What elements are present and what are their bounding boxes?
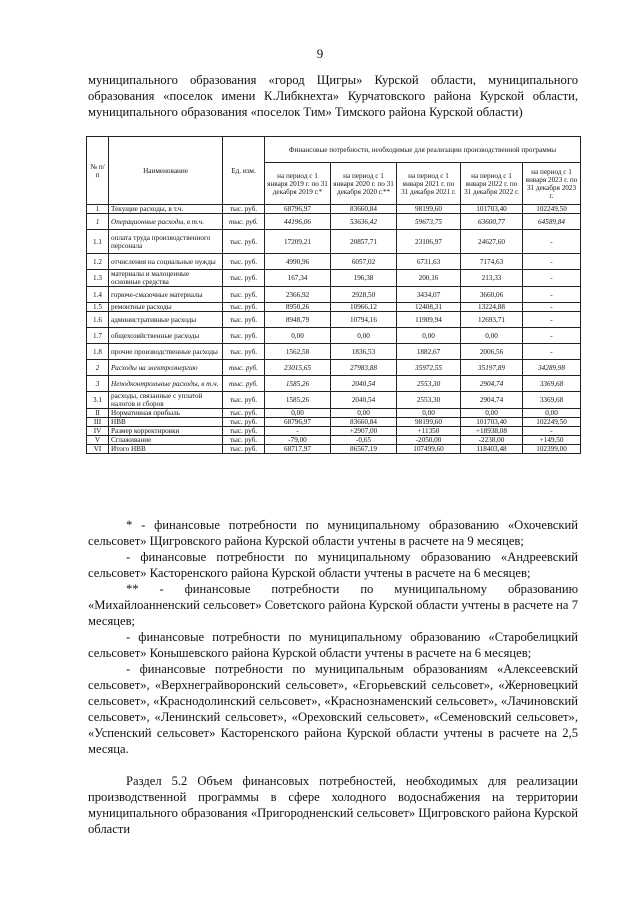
row-num: 1 — [87, 205, 109, 214]
table-row — [87, 445, 581, 454]
row-num: 1.1 — [87, 230, 109, 254]
row-name: административные расходы — [109, 312, 223, 328]
section-heading — [88, 773, 578, 837]
row-value: 0,00 — [397, 328, 461, 344]
row-num: 2 — [87, 360, 109, 376]
row-value: -2050,00 — [397, 436, 461, 445]
row-value: 0,00 — [265, 328, 331, 344]
row-num: 1.4 — [87, 287, 109, 303]
row-value: -0,65 — [331, 436, 397, 445]
row-value: 98199,60 — [397, 418, 461, 427]
row-unit: тыс. руб. — [223, 230, 265, 254]
header-period: на период с 1 января 2021 г. по 31 декабря 2021 г. — [397, 163, 461, 205]
row-value: 2553,30 — [397, 392, 461, 409]
row-value: 20857,71 — [331, 230, 397, 254]
row-unit: тыс. руб. — [223, 328, 265, 344]
row-value: 1836,53 — [331, 344, 397, 360]
intro-paragraph: муниципального образования «город Щигры» Курской области, муниципального образования «поселок имени К.Либкнехта» Курчатовского района Курской области, муниципального образования «поселок Тим» Тимского района Курской области) — [88, 73, 578, 119]
row-value: 7174,63 — [461, 254, 523, 270]
footnote: - финансовые потребности по муниципальным образованиям «Алексеевский сельсовет», «Верхнеграйворонский сельсовет», «Егорьевский сельсовет», «Жерновецкий сельсовет», «Краснодолинский сельсовет», «Краснознаменский сельсовет», «Лачиновский сельсовет», «Ленинский сельсовет», «Ореховский сельсовет», «Семеновский сельсовет», «Успенский сельсовет» Касторенского района Курской области учтены в расчете на 2,5 месяца. — [88, 662, 578, 756]
row-value: 0,00 — [523, 409, 581, 418]
row-name: Расходы на электроэнергию — [109, 360, 223, 376]
row-value: 86567,19 — [331, 445, 397, 454]
row-value: 6057,02 — [331, 254, 397, 270]
row-value: 17209,21 — [265, 230, 331, 254]
row-value: 23015,65 — [265, 360, 331, 376]
row-value: 2553,30 — [397, 376, 461, 392]
table-body — [87, 205, 581, 454]
row-value: 24627,60 — [461, 230, 523, 254]
row-value: 4990,96 — [265, 254, 331, 270]
row-unit: тыс. руб. — [223, 287, 265, 303]
row-value: 3434,07 — [397, 287, 461, 303]
row-name: Нормативная прибыль — [109, 409, 223, 418]
row-value: +18938,08 — [461, 427, 523, 436]
row-unit: тыс. руб. — [223, 214, 265, 230]
row-value: 0,00 — [397, 409, 461, 418]
row-name: горюче-смазочные материалы — [109, 287, 223, 303]
row-value: 0,00 — [331, 409, 397, 418]
row-name: расходы, связанные с уплатой налогов и сборов — [109, 392, 223, 409]
header-period: на период с 1 января 2023 г. по 31 декабря 2023 г. — [523, 163, 581, 205]
row-num: VI — [87, 445, 109, 454]
header-period: на период с 1 января 2019 г. по 31 декабря 2019 г.* — [265, 163, 331, 205]
row-value: 10966,12 — [331, 303, 397, 312]
row-value: +11350 — [397, 427, 461, 436]
footnotes — [88, 517, 578, 757]
table-row — [87, 205, 581, 214]
table-row — [87, 254, 581, 270]
table-row — [87, 409, 581, 418]
row-value: 2904,74 — [461, 392, 523, 409]
row-value: - — [523, 254, 581, 270]
row-name: Операционные расходы, в т.ч. — [109, 214, 223, 230]
row-value: - — [523, 312, 581, 328]
row-unit: тыс. руб. — [223, 445, 265, 454]
row-unit: тыс. руб. — [223, 409, 265, 418]
row-value: +149,50 — [523, 436, 581, 445]
table-row — [87, 287, 581, 303]
row-value: 34289,98 — [523, 360, 581, 376]
table-row — [87, 392, 581, 409]
table-row — [87, 344, 581, 360]
footnote: ** - финансовые потребности по муниципальному образованию «Михайлоанненский сельсовет» Советского района Курской области учтены в расчете на 7 месяцев; — [88, 582, 578, 628]
row-value: 59673,75 — [397, 214, 461, 230]
financial-needs-table — [86, 136, 581, 454]
footnote: - финансовые потребности по муниципальному образованию «Старобелицкий сельсовет» Конышевского района Курской области учтены в расчете на 6 месяцев; — [88, 630, 578, 660]
row-num: 1.8 — [87, 344, 109, 360]
header-period: на период с 1 января 2020 г. по 31 декабря 2020 г.** — [331, 163, 397, 205]
row-value: 10794,16 — [331, 312, 397, 328]
table-row — [87, 328, 581, 344]
row-unit: тыс. руб. — [223, 418, 265, 427]
row-name: Сглаживание — [109, 436, 223, 445]
row-unit: тыс. руб. — [223, 427, 265, 436]
row-value: 102249,50 — [523, 205, 581, 214]
row-name: прочие производственные расходы — [109, 344, 223, 360]
header-period: на период с 1 января 2022 г. по 31 декабря 2022 г. — [461, 163, 523, 205]
row-value: - — [265, 427, 331, 436]
row-value: -79,00 — [265, 436, 331, 445]
row-value: 107499,60 — [397, 445, 461, 454]
row-num: 3.1 — [87, 392, 109, 409]
row-value: 0,00 — [331, 328, 397, 344]
page-number: 9 — [316, 46, 324, 61]
row-unit: тыс. руб. — [223, 392, 265, 409]
row-num: 1.5 — [87, 303, 109, 312]
row-value: 101703,40 — [461, 205, 523, 214]
row-value: 2006,56 — [461, 344, 523, 360]
row-value: 68796,97 — [265, 418, 331, 427]
row-name: Текущие расходы, в т.ч. — [109, 205, 223, 214]
row-value: 101703,40 — [461, 418, 523, 427]
row-value: 3369,68 — [523, 392, 581, 409]
header-num: № п/п — [87, 137, 109, 205]
row-value: 2928,50 — [331, 287, 397, 303]
footnote: - финансовые потребности по муниципальному образованию «Андреевский сельсовет» Касторенского района Курской области учтены в расчете на 6 месяцев; — [88, 550, 578, 580]
row-value: 8950,26 — [265, 303, 331, 312]
row-value: 27983,88 — [331, 360, 397, 376]
row-value: 2904,74 — [461, 376, 523, 392]
row-value: - — [523, 270, 581, 287]
row-num: V — [87, 436, 109, 445]
row-num: 1.2 — [87, 254, 109, 270]
row-value: -2238,00 — [461, 436, 523, 445]
table-row — [87, 418, 581, 427]
row-unit: тыс. руб. — [223, 205, 265, 214]
row-value: 213,33 — [461, 270, 523, 287]
row-value: 0,00 — [265, 409, 331, 418]
row-name: материалы и малоценные основные средства — [109, 270, 223, 287]
row-num: IV — [87, 427, 109, 436]
table-row — [87, 427, 581, 436]
row-value: 196,38 — [331, 270, 397, 287]
row-unit: тыс. руб. — [223, 344, 265, 360]
row-value: 68717,97 — [265, 445, 331, 454]
row-value: 12693,71 — [461, 312, 523, 328]
row-value: 2366,92 — [265, 287, 331, 303]
row-name: Неподконтрольные расходы, в т.ч. — [109, 376, 223, 392]
row-num: 1.3 — [87, 270, 109, 287]
row-name: ремонтные расходы — [109, 303, 223, 312]
row-value: 1562,58 — [265, 344, 331, 360]
row-value: 23106,97 — [397, 230, 461, 254]
row-value: +2907,00 — [331, 427, 397, 436]
row-name: Размер корректировки — [109, 427, 223, 436]
row-unit: тыс. руб. — [223, 376, 265, 392]
table-row — [87, 436, 581, 445]
row-unit: тыс. руб. — [223, 312, 265, 328]
table-row — [87, 270, 581, 287]
footnote: * - финансовые потребности по муниципальному образованию «Охочевский сельсовет» Щигровского района Курской области учтены в расчете на 9 месяцев; — [88, 518, 578, 548]
row-value: 102399,00 — [523, 445, 581, 454]
row-value: 6731,63 — [397, 254, 461, 270]
row-num: 1.7 — [87, 328, 109, 344]
row-unit: тыс. руб. — [223, 270, 265, 287]
row-value: 35972,55 — [397, 360, 461, 376]
row-value: 64589,84 — [523, 214, 581, 230]
row-value: 13224,88 — [461, 303, 523, 312]
row-num: 3 — [87, 376, 109, 392]
table-row — [87, 230, 581, 254]
row-value: - — [523, 303, 581, 312]
row-value: - — [523, 230, 581, 254]
header-group: Финансовые потребности, необходимые для реализации производственной программы — [265, 137, 581, 163]
row-name: общехозяйственные расходы — [109, 328, 223, 344]
table-row — [87, 312, 581, 328]
row-name: оплата труда производственного персонала — [109, 230, 223, 254]
row-value: 12408,31 — [397, 303, 461, 312]
table-row — [87, 303, 581, 312]
row-unit: тыс. руб. — [223, 360, 265, 376]
row-value: 83660,84 — [331, 418, 397, 427]
row-value: 63600,77 — [461, 214, 523, 230]
row-name: отчисления на социальные нужды — [109, 254, 223, 270]
row-value: 44196,06 — [265, 214, 331, 230]
row-value: 68796,97 — [265, 205, 331, 214]
row-value: 1882,67 — [397, 344, 461, 360]
table-row — [87, 214, 581, 230]
row-num: 1.6 — [87, 312, 109, 328]
row-unit: тыс. руб. — [223, 436, 265, 445]
row-value: - — [523, 287, 581, 303]
row-value: 1585,26 — [265, 376, 331, 392]
row-num: III — [87, 418, 109, 427]
row-value: 0,00 — [461, 328, 523, 344]
row-value: 2040,54 — [331, 376, 397, 392]
row-value: 3660,06 — [461, 287, 523, 303]
row-value: 102249,50 — [523, 418, 581, 427]
row-unit: тыс. руб. — [223, 254, 265, 270]
row-name: НВВ — [109, 418, 223, 427]
row-value: - — [523, 344, 581, 360]
row-value: 0,00 — [461, 409, 523, 418]
row-value: 83660,84 — [331, 205, 397, 214]
row-value: - — [523, 427, 581, 436]
row-value: 11909,94 — [397, 312, 461, 328]
header-unit: Ед. изм. — [223, 137, 265, 205]
row-value: 35197,89 — [461, 360, 523, 376]
row-value: 118403,48 — [461, 445, 523, 454]
row-value: 2040,54 — [331, 392, 397, 409]
row-name: Итого НВВ — [109, 445, 223, 454]
table-row — [87, 360, 581, 376]
row-value: 98199,60 — [397, 205, 461, 214]
row-value: 167,34 — [265, 270, 331, 287]
header-name: Наименование — [109, 137, 223, 205]
row-value: 1585,26 — [265, 392, 331, 409]
table-row — [87, 376, 581, 392]
row-num: II — [87, 409, 109, 418]
section-text: Раздел 5.2 Объем финансовых потребностей, необходимых для реализации производственной программы в сфере холодного водоснабжения на территории муниципального образования «Пригородненский сельсовет» Щигровского района Курской области — [88, 774, 578, 836]
row-value: 8948,79 — [265, 312, 331, 328]
row-unit: тыс. руб. — [223, 303, 265, 312]
row-value: 3369,68 — [523, 376, 581, 392]
row-num: 1 — [87, 214, 109, 230]
row-value: 200,16 — [397, 270, 461, 287]
row-value: 53636,42 — [331, 214, 397, 230]
row-value: - — [523, 328, 581, 344]
